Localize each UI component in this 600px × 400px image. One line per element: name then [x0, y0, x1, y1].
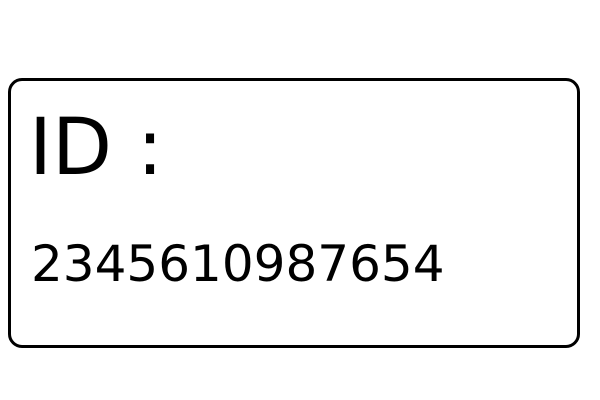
id-card	[8, 78, 580, 348]
id-number: 2345610987654	[31, 235, 445, 293]
id-label: ID :	[29, 103, 164, 193]
